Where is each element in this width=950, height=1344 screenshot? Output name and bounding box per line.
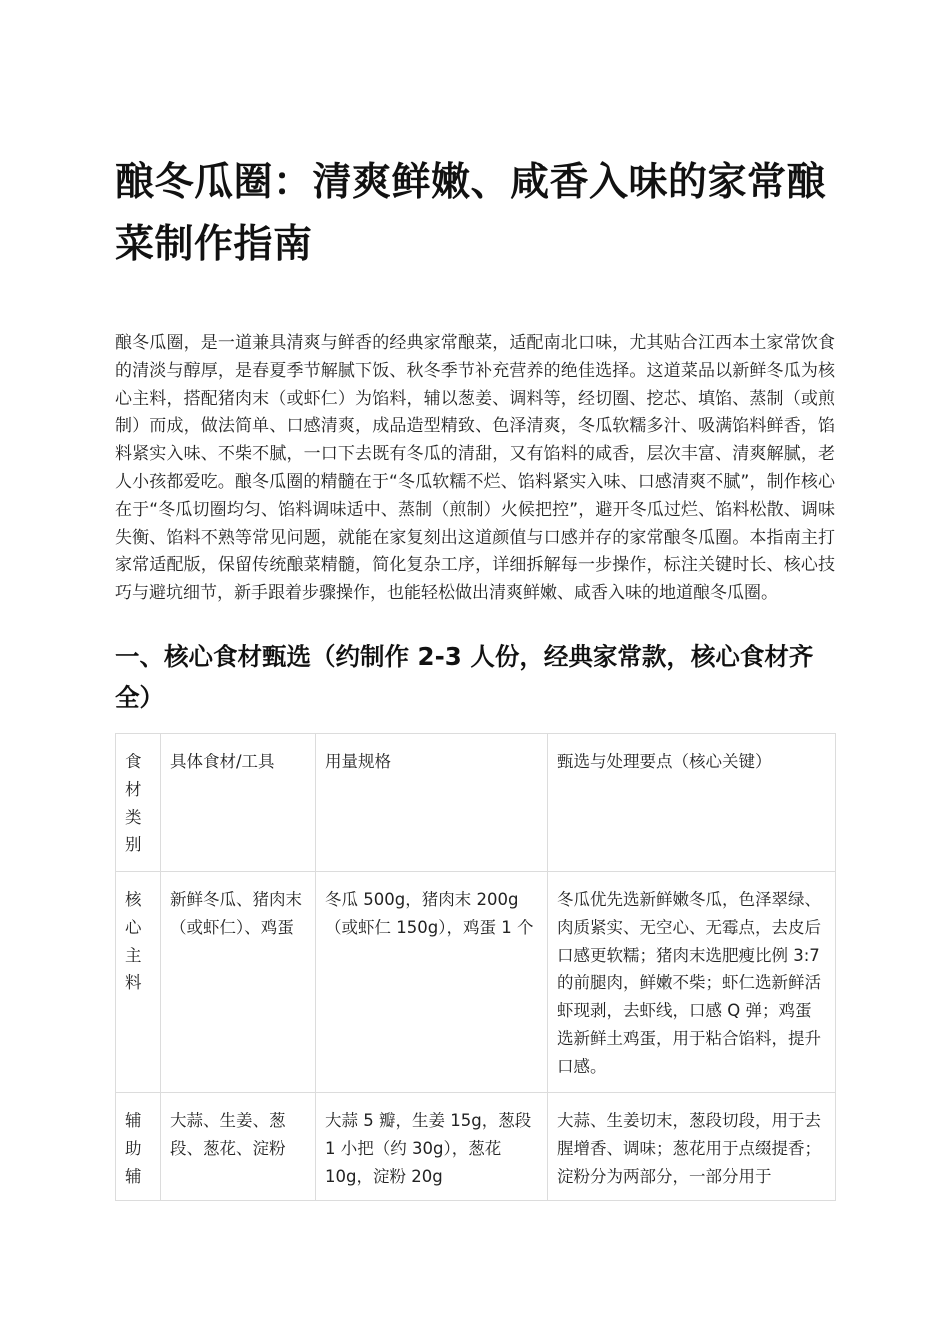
cell-items: 大蒜、生姜、葱段、葱花、淀粉 (161, 1092, 316, 1200)
cell-category: 核心主料 (116, 871, 161, 1092)
header-notes: 甄选与处理要点（核心关键） (548, 733, 836, 871)
intro-paragraph: 酿冬瓜圈，是一道兼具清爽与鲜香的经典家常酿菜，适配南北口味，尤其贴合江西本土家常饮食的清淡与醇厚，是春夏季节解腻下饭、秋冬季节补充营养的绝佳选择。这道菜品以新鲜冬瓜为核心主料，搭配猪肉末（或虾仁）为馅料，辅以葱姜、调料等，经切圈、挖芯、填馅、蒸制（或煎制）而成，做法简单、口感清爽，成品造型精致、色泽清爽，冬瓜软糯多汁、吸满馅料鲜香，馅料紧实入味、不柴不腻，一口下去既有冬瓜的清甜，又有馅料的咸香，层次丰富、清爽解腻，老人小孩都爱吃。酿冬瓜圈的精髓在于“冬瓜软糯不烂、馅料紧实入味、口感清爽不腻”，制作核心在于“冬瓜切圈均匀、馅料调味适中、蒸制（煎制）火候把控”，避开冬瓜过烂、馅料松散、调味失衡、馅料不熟等常见问题，就能在家复刻出这道颜值与口感并存的家常酿冬瓜圈。本指南主打家常适配版，保留传统酿菜精髓，简化复杂工序，详细拆解每一步操作，标注关键时长、核心技巧与避坑细节，新手跟着步骤操作，也能轻松做出清爽鲜嫩、咸香入味的地道酿冬瓜圈。 (115, 333, 835, 604)
cell-notes: 冬瓜优先选新鲜嫩冬瓜，色泽翠绿、肉质紧实、无空心、无霉点，去皮后口感更软糯；猪肉末选肥瘦比例 3:7 的前腿肉，鲜嫩不柴；虾仁选新鲜活虾现剥，去虾线，口感 Q 弹；鸡蛋选新鲜土鸡蛋，用于粘合馅料，提升口感。 (548, 871, 836, 1092)
cell-notes: 大蒜、生姜切末，葱段切段，用于去腥增香、调味；葱花用于点缀提香；淀粉分为两部分，一部分用于 (548, 1092, 836, 1200)
table-header-row (116, 733, 836, 871)
ingredients-table (115, 733, 836, 1201)
table-row (116, 871, 836, 1092)
cell-items: 新鲜冬瓜、猪肉末（或虾仁）、鸡蛋 (161, 871, 316, 1092)
cell-amount: 大蒜 5 瓣，生姜 15g，葱段 1 小把（约 30g），葱花 10g，淀粉 20g (316, 1092, 548, 1200)
page-title: 酿冬瓜圈：清爽鲜嫩、咸香入味的家常酿菜制作指南 (115, 160, 827, 267)
header-items: 具体食材/工具 (161, 733, 316, 871)
header-amount: 用量规格 (316, 733, 548, 871)
table-row (116, 1092, 836, 1200)
section-heading: 一、核心食材甄选（约制作 2-3 人份，经典家常款，核心食材齐全） (115, 641, 814, 712)
header-category: 食材类别 (116, 733, 161, 871)
cell-category: 辅助辅 (116, 1092, 161, 1200)
cell-amount: 冬瓜 500g，猪肉末 200g（或虾仁 150g），鸡蛋 1 个 (316, 871, 548, 1092)
document-page (115, 152, 835, 1201)
